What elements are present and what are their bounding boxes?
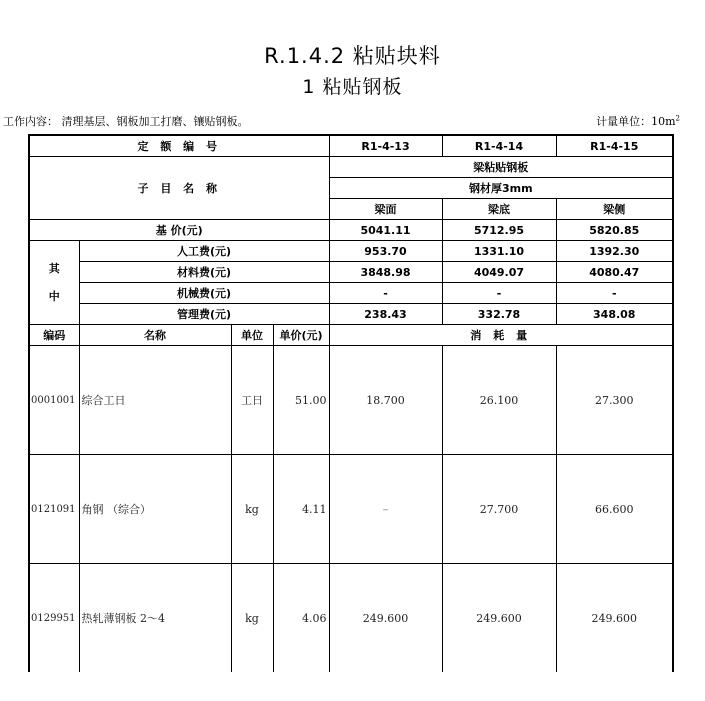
header-price: 单价(元) bbox=[273, 325, 329, 346]
cost-value: 3848.98 bbox=[329, 262, 442, 283]
resource-code: 0001001 bbox=[29, 346, 79, 455]
resource-price: 4.06 bbox=[273, 564, 329, 673]
quota-table bbox=[28, 134, 674, 672]
base-price: 5712.95 bbox=[442, 220, 556, 241]
cost-value: 238.43 bbox=[329, 304, 442, 325]
resource-code: 0129951 bbox=[29, 564, 79, 673]
cost-value: 1331.10 bbox=[442, 241, 556, 262]
cost-value: 332.78 bbox=[442, 304, 556, 325]
cost-label: 管理费(元) bbox=[79, 304, 329, 325]
unit-label: 计量单位：10m bbox=[596, 115, 676, 128]
cost-value: 1392.30 bbox=[556, 241, 673, 262]
cost-label: 人工费(元) bbox=[79, 241, 329, 262]
base-price: 5820.85 bbox=[556, 220, 673, 241]
header-name: 名称 bbox=[79, 325, 231, 346]
quota-code: R1-4-13 bbox=[329, 135, 442, 157]
resource-unit: kg bbox=[231, 564, 273, 673]
cost-value: 4049.07 bbox=[442, 262, 556, 283]
resource-consumption: 27.700 bbox=[442, 455, 556, 564]
resource-row bbox=[29, 346, 673, 455]
resource-name: 角钢 （综合） bbox=[79, 455, 231, 564]
resource-consumption: 27.300 bbox=[556, 346, 673, 455]
sub-item: 梁面 bbox=[329, 199, 442, 220]
cost-row bbox=[29, 241, 673, 262]
quota-code: R1-4-15 bbox=[556, 135, 673, 157]
cost-value: - bbox=[329, 283, 442, 304]
cost-value: - bbox=[556, 283, 673, 304]
work-content: 工作内容： 清理基层、钢板加工打磨、镶贴钢板。 bbox=[3, 115, 249, 128]
resource-consumption: – bbox=[329, 455, 442, 564]
resource-consumption: 249.600 bbox=[556, 564, 673, 673]
qizhong-char: 其 bbox=[48, 261, 60, 275]
resource-name: 热轧薄钢板 2～4 bbox=[79, 564, 231, 673]
resource-consumption: 249.600 bbox=[442, 564, 556, 673]
item-spec-header: 钢材厚3mm bbox=[329, 178, 673, 199]
header-consumption: 消 耗 量 bbox=[329, 325, 673, 346]
cost-row bbox=[29, 304, 673, 325]
section-title: R.1.4.2 粘贴块料 bbox=[264, 44, 441, 68]
resource-consumption: 66.600 bbox=[556, 455, 673, 564]
item-name-label: 子 目 名 称 bbox=[29, 157, 329, 220]
qizhong-char: 中 bbox=[48, 289, 60, 303]
unit-superscript: 2 bbox=[675, 114, 680, 123]
cost-label: 机械费(元) bbox=[79, 283, 329, 304]
resource-consumption: 18.700 bbox=[329, 346, 442, 455]
cost-row bbox=[29, 262, 673, 283]
header-code: 编码 bbox=[29, 325, 79, 346]
resource-price: 51.00 bbox=[273, 346, 329, 455]
resource-header-row bbox=[29, 325, 673, 346]
cost-value: 4080.47 bbox=[556, 262, 673, 283]
measurement-unit bbox=[596, 113, 680, 129]
base-price-label: 基 价(元) bbox=[29, 220, 329, 241]
sub-item: 梁底 bbox=[442, 199, 556, 220]
resource-name: 综合工日 bbox=[79, 346, 231, 455]
resource-code: 0121091 bbox=[29, 455, 79, 564]
cost-value: 348.08 bbox=[556, 304, 673, 325]
quota-number-label: 定 额 编 号 bbox=[29, 135, 329, 157]
base-price: 5041.11 bbox=[329, 220, 442, 241]
resource-row bbox=[29, 564, 673, 673]
sub-item: 梁侧 bbox=[556, 199, 673, 220]
item-group-header: 梁粘贴钢板 bbox=[329, 157, 673, 178]
base-price-row bbox=[29, 220, 673, 241]
resource-row bbox=[29, 455, 673, 564]
subsection-title: 1 粘贴钢板 bbox=[302, 76, 403, 98]
quota-code: R1-4-14 bbox=[442, 135, 556, 157]
quota-number-row bbox=[29, 135, 673, 157]
resource-consumption: 249.600 bbox=[329, 564, 442, 673]
resource-unit: 工日 bbox=[231, 346, 273, 455]
resource-unit: kg bbox=[231, 455, 273, 564]
cost-row bbox=[29, 283, 673, 304]
header-unit: 单位 bbox=[231, 325, 273, 346]
qizhong-label bbox=[29, 241, 79, 325]
cost-label: 材料费(元) bbox=[79, 262, 329, 283]
cost-value: - bbox=[442, 283, 556, 304]
item-name-row bbox=[29, 157, 673, 178]
cost-value: 953.70 bbox=[329, 241, 442, 262]
resource-consumption: 26.100 bbox=[442, 346, 556, 455]
resource-price: 4.11 bbox=[273, 455, 329, 564]
